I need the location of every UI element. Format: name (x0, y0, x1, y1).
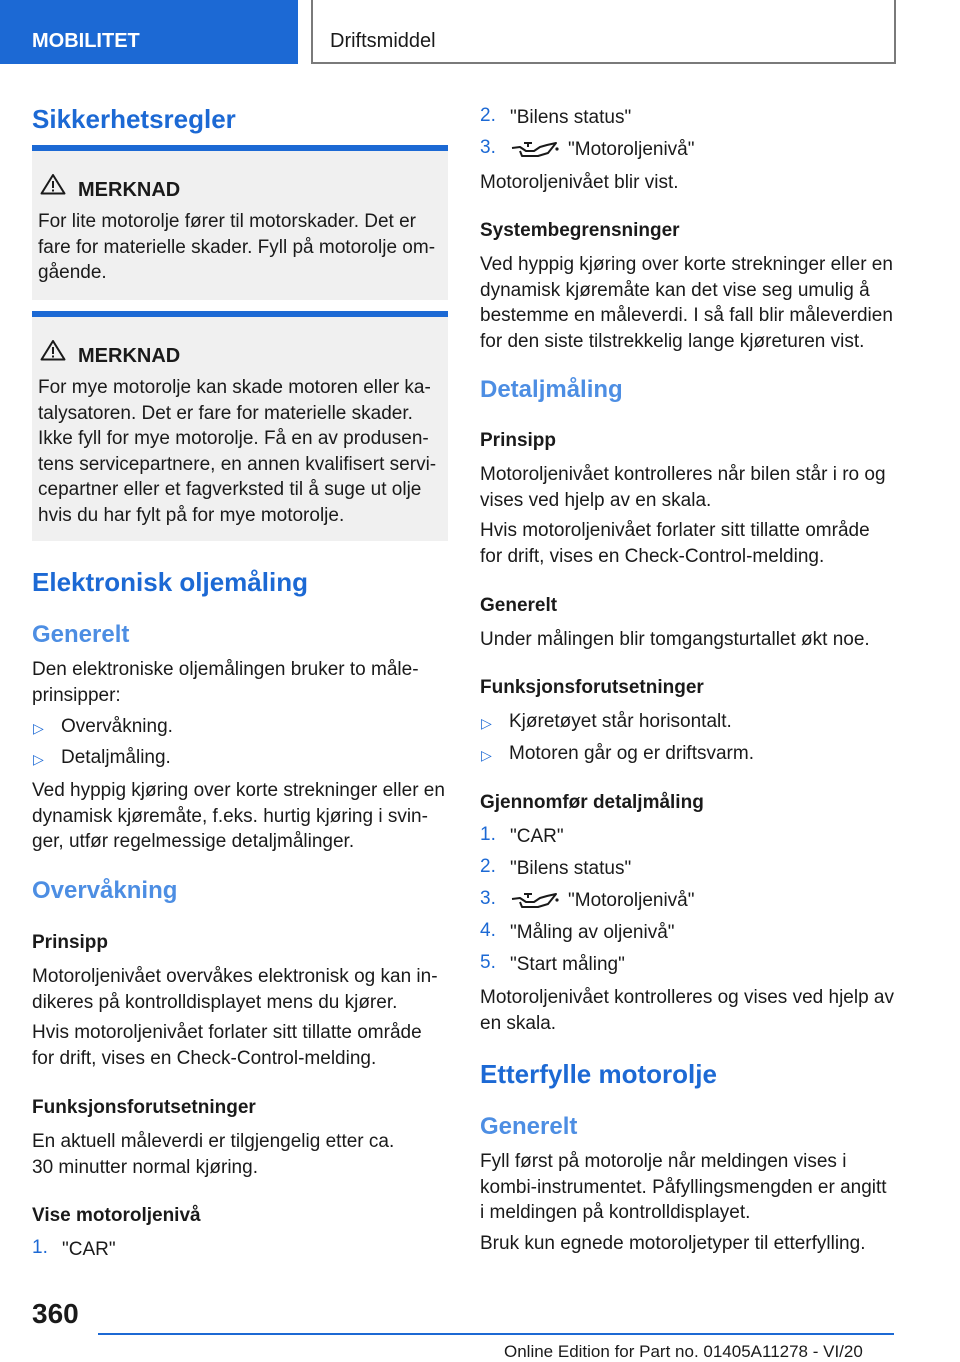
text-line: Motoroljenivået kontrolleres når bilen står i ro og (480, 464, 886, 485)
heading-etterfylle: Etterfylle motorolje (480, 1059, 717, 1089)
note-label: MERKNAD (78, 345, 181, 367)
footer-divider (98, 1333, 894, 1335)
text-line: Motoroljenivået kontrolleres og vises ved hjelp av (480, 987, 894, 1008)
step-number: 3. (480, 888, 496, 909)
heading-vise: Vise motoroljenivå (32, 1205, 201, 1226)
text-line: Hvis motoroljenivået forlater sitt tillatte område (32, 1022, 422, 1043)
heading-generelt: Generelt (32, 621, 130, 648)
heading-generelt: Generelt (480, 1113, 578, 1140)
text-line: For lite motorolje fører til motorskader. Det er (38, 211, 416, 232)
step-number: 4. (480, 920, 496, 941)
text-line: Den elektroniske oljemålingen bruker to måle- (32, 659, 419, 680)
text-line: prinsipper: (32, 684, 121, 706)
text-line: dikeres på kontrolldisplayet mens du kjører. (32, 991, 398, 1013)
heading-overvakning: Overvåkning (32, 877, 178, 904)
note-text (38, 209, 438, 286)
system-text (480, 252, 900, 354)
warning-note-1 (32, 145, 448, 300)
heading-prinsipp: Prinsipp (32, 932, 109, 953)
list-item: Motoren går og er driftsvarm. (509, 743, 754, 764)
step-number: 5. (480, 952, 496, 973)
section-title: Elektronisk oljemåling (32, 567, 308, 597)
triangle-bullet-icon: ▷ (33, 751, 44, 767)
text-line: Hvis motoroljenivået forlater sitt tillatte område (480, 520, 870, 541)
step-number: 1. (32, 1237, 48, 1258)
step-number: 1. (480, 824, 496, 845)
text-line: i meldingen på kontrolldisplayet. (480, 1202, 751, 1223)
note-label: MERKNAD (78, 179, 181, 201)
text-line: gående. (38, 262, 107, 283)
heading-system: Systembegrensninger (480, 220, 680, 241)
prinsipp-text-2 (32, 1020, 448, 1071)
page-number: 360 (32, 1298, 79, 1329)
generelt-text (32, 657, 448, 708)
heading-generelt: Generelt (480, 595, 558, 616)
oil-can-icon (510, 138, 560, 162)
generelt-after (32, 778, 452, 855)
step-text: "Måling av oljenivå" (510, 922, 675, 943)
text-line: En aktuell måleverdi er tilgjengelig etter ca. (32, 1131, 395, 1152)
heading-funksjon: Funksjonsforutsetninger (480, 677, 704, 698)
note-text (38, 375, 438, 528)
heading-gjennomfor: Gjennomfør detaljmåling (480, 792, 704, 813)
heading-prinsipp: Prinsipp (480, 430, 557, 451)
step-text: "Motoroljenivå" (568, 139, 695, 160)
triangle-bullet-icon: ▷ (481, 747, 492, 763)
text-line: tens servicepartnere, en annen kvalifisert servi- (38, 453, 437, 475)
warning-triangle-icon (40, 339, 66, 361)
text-line: for drift, vises en Check-Control-melding. (480, 545, 825, 567)
triangle-bullet-icon: ▷ (481, 715, 492, 731)
prinsipp-text (32, 964, 448, 1015)
step-number: 2. (480, 856, 496, 877)
step-text: "CAR" (62, 1239, 116, 1260)
shown-text: Motoroljenivået blir vist. (480, 172, 679, 193)
triangle-bullet-icon: ▷ (33, 720, 44, 736)
list-item: Kjøretøyet står horisontalt. (509, 711, 732, 732)
page-title: Sikkerhetsregler (32, 104, 236, 134)
step-text: "Start måling" (510, 954, 625, 975)
funksjon-text (32, 1129, 448, 1180)
generelt-text: Under målingen blir tomgangsturtallet økt noe. (480, 629, 870, 650)
step-text: "Bilens status" (510, 107, 632, 128)
text-line: talysatoren. Det er fare for materielle skader. (38, 402, 413, 424)
text-line: Ikke fyll for mye motorolje. Få en av produsen- (38, 428, 429, 449)
text-line: 30 minutter normal kjøring. (32, 1156, 258, 1178)
step-number: 3. (480, 137, 496, 158)
list-item: Overvåkning. (61, 716, 173, 737)
prinsipp-text (480, 462, 900, 513)
heading-funksjon: Funksjonsforutsetninger (32, 1097, 256, 1118)
text-line: fare for materielle skader. Fyll på motorolje om- (38, 236, 436, 258)
chapter-header (311, 0, 896, 64)
text-line: ger, utfør regelmessige detaljmålinger. (32, 831, 355, 852)
section-tab: MOBILITET (0, 0, 298, 64)
warning-note-2 (32, 311, 448, 541)
prinsipp-text-2 (480, 518, 900, 569)
text-line: en skala. (480, 1012, 557, 1034)
list-item: Detaljmåling. (61, 747, 171, 768)
step-text: "CAR" (510, 826, 564, 847)
step-text: "Bilens status" (510, 858, 632, 879)
text-line: Ved hyppig kjøring over korte strekninger eller en (480, 254, 893, 275)
chapter-title: Driftsmiddel (330, 30, 436, 52)
text-line: bestemme en måleverdi. I så fall blir måleverdien (480, 305, 893, 326)
text-line: vises ved hjelp av en skala. (480, 489, 712, 511)
edition-text: Online Edition for Part no. 01405A11278 - VI/20 (504, 1342, 863, 1361)
text-line: For mye motorolje kan skade motoren eller ka- (38, 377, 431, 398)
text-line: Fyll først på motorolje når meldingen vises i (480, 1151, 847, 1172)
step-text: "Motoroljenivå" (568, 890, 695, 911)
text-line: dynamisk kjøremåte, f.eks. hurtig kjøring i svin- (32, 805, 428, 827)
etterfylle-text-2: Bruk kun egnede motoroljetyper til etterfylling. (480, 1233, 866, 1254)
gjennom-after (480, 985, 900, 1036)
text-line: dynamisk kjøremåte kan det vise seg umulig å (480, 279, 870, 301)
text-line: hvis du har fylt på for mye motorolje. (38, 504, 345, 526)
text-line: cepartner eller et fagverksted til å suge ut olje (38, 479, 422, 500)
warning-triangle-icon (40, 173, 66, 195)
oil-can-icon (510, 889, 560, 913)
text-line: for drift, vises en Check-Control-melding. (32, 1047, 377, 1069)
text-line: Motoroljenivået overvåkes elektronisk og kan in- (32, 966, 438, 987)
heading-detaljmaling: Detaljmåling (480, 376, 623, 403)
text-line: kombi-instrumentet. Påfyllingsmengden er angitt (480, 1176, 887, 1198)
step-number: 2. (480, 105, 496, 126)
text-line: Ved hyppig kjøring over korte strekninger eller en (32, 780, 445, 801)
etterfylle-text (480, 1149, 900, 1226)
text-line: for den siste tilstrekkelig lange kjøreturen vist. (480, 330, 865, 352)
